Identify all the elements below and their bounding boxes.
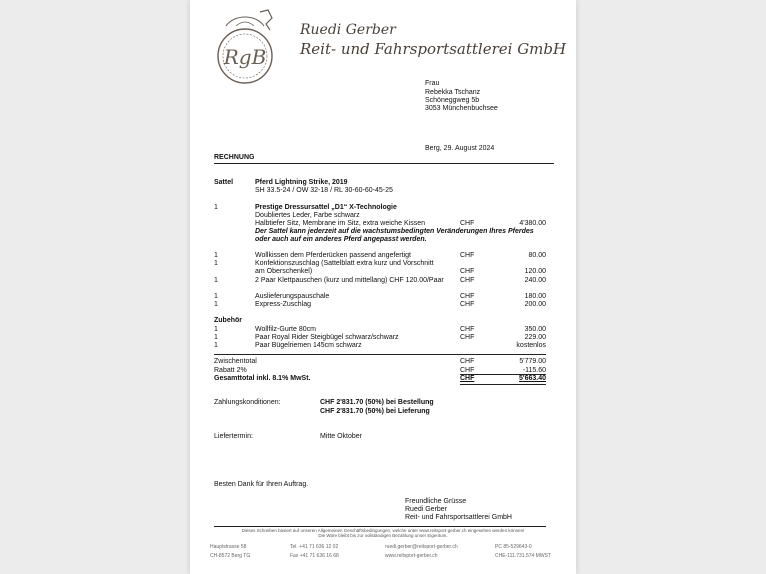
subtotal-label: Zwischentotal — [214, 358, 257, 365]
item-amount: 4'380.00 — [519, 220, 546, 227]
company-name: Ruedi Gerber — [300, 22, 396, 38]
document-title: RECHNUNG — [214, 154, 255, 161]
divider — [214, 354, 546, 355]
thanks-text: Besten Dank für Ihren Auftrag. — [214, 481, 309, 488]
greeting-line: Reit- und Fahrsportsattlerei GmbH — [405, 514, 512, 521]
item-qty: 1 — [214, 293, 218, 300]
item-qty: 1 — [214, 277, 218, 284]
divider — [460, 384, 546, 385]
item-qty: 1 — [214, 260, 218, 267]
saddle-measures: SH 33.5-24 / OW 32-18 / RL 30-60-60-45-25 — [255, 187, 393, 194]
item-currency: CHF — [460, 252, 475, 259]
footer-fax: Fax +41 71 636 16 68 — [290, 553, 339, 559]
item-qty: 1 — [214, 301, 218, 308]
company-subtitle: Reit- und Fahrsportsattlerei GmbH — [300, 40, 567, 58]
divider — [214, 526, 546, 527]
payment-label: Zahlungskonditionen: — [214, 399, 281, 406]
item-amount: 240.00 — [524, 277, 546, 284]
subtotal-currency: CHF — [460, 358, 475, 365]
recipient-line: 3053 Münchenbuchsee — [425, 105, 498, 112]
recipient-line: Frau — [425, 80, 440, 87]
total-currency: CHF — [460, 375, 475, 382]
item-amount: 229.00 — [524, 334, 546, 341]
item-amount: kostenlos — [516, 342, 546, 349]
item-currency: CHF — [460, 268, 475, 275]
total-label: Gesamttotal inkl. 8.1% MwSt. — [214, 375, 311, 382]
invoice-page — [190, 0, 576, 574]
invoice-date: Berg, 29. August 2024 — [425, 145, 495, 152]
item-amount: 350.00 — [524, 326, 546, 333]
item-text: am Oberschenkel) — [255, 268, 313, 275]
item-qty: 1 — [214, 326, 218, 333]
footer-website[interactable]: www.reitsport-gerber.ch — [385, 553, 438, 559]
footer-vat: CHE-111.731.574 MWST — [495, 553, 551, 559]
item-currency: CHF — [460, 301, 475, 308]
item-note: oder auch auf ein anderes Pferd angepasst werden. — [255, 236, 427, 243]
item-text: Auslieferungspauschale — [255, 293, 330, 300]
greeting-line: Ruedi Gerber — [405, 506, 448, 513]
payment-line: CHF 2'831.70 (50%) bei Bestellung — [320, 399, 434, 406]
item-desc: Doubliertes Leder, Farbe schwarz — [255, 212, 360, 219]
item-text: Konfektionszuschlag (Sattelblatt extra kurz und Vorschnitt — [255, 260, 434, 267]
rabatt-amount: -115.60 — [522, 367, 546, 374]
item-qty: 1 — [214, 342, 218, 349]
item-amount: 80.00 — [528, 252, 546, 259]
payment-line: CHF 2'831.70 (50%) bei Lieferung — [320, 408, 430, 415]
horse-title: Pferd Lightning Strike, 2019 — [255, 179, 348, 186]
item-text: Wollkissen dem Pferderücken passend angefertigt — [255, 252, 411, 259]
rabatt-label: Rabatt 2% — [214, 367, 247, 374]
item-amount: 180.00 — [524, 293, 546, 300]
footer-address: Hauptstrasse 58 — [210, 544, 247, 550]
recipient-line: Schöneggweg 5b — [425, 97, 480, 104]
footer-address: CH-8572 Berg TG — [210, 553, 251, 559]
divider — [214, 163, 554, 164]
recipient-line: Rebekka Tschanz — [425, 89, 481, 96]
item-desc: Halbtiefer Sitz, Membrane im Sitz, extra weiche Kissen — [255, 220, 426, 227]
delivery-date-label: Liefertermin: — [214, 433, 253, 440]
svg-text:RgB: RgB — [223, 45, 267, 69]
item-amount: 120.00 — [524, 268, 546, 275]
item-text: Express-Zuschlag — [255, 301, 312, 308]
footer-phone: Tel. +41 71 636 12 02 — [290, 544, 339, 550]
item-currency: CHF — [460, 293, 475, 300]
section-label-sattel: Sattel — [214, 179, 234, 186]
item-text: Wollfilz-Gurte 80cm — [255, 326, 316, 333]
item-text: Paar Royal Rider Steigbügel schwarz/schwarz — [255, 334, 399, 341]
terms-footnote: Die Ware bleibt bis zur vollständigen Bezahlung unser Eigentum. — [318, 533, 448, 538]
item-currency: CHF — [460, 326, 475, 333]
delivery-date-value: Mitte Oktober — [320, 433, 363, 440]
section-label-zubehoer: Zubehör — [214, 317, 242, 324]
item-qty: 1 — [214, 334, 218, 341]
subtotal-amount: 5'779.00 — [519, 358, 546, 365]
item-currency: CHF — [460, 277, 475, 284]
item-currency: CHF — [460, 220, 475, 227]
footer-pc: PC 85-529643-0 — [495, 544, 532, 550]
item-currency: CHF — [460, 334, 475, 341]
item-text: Paar Bügelriemen 145cm schwarz — [255, 342, 362, 349]
rabatt-currency: CHF — [460, 367, 475, 374]
company-logo-icon — [206, 8, 284, 88]
item-amount: 200.00 — [524, 301, 546, 308]
item-name: Prestige Dressursattel „D1“ X-Technologie — [255, 204, 397, 211]
greeting-line: Freundliche Grüsse — [405, 498, 467, 505]
terms-footnote: Dieses Schreiben basiert auf unseren Allgemeinen Geschäftsbedingungen, welche unter www.reitsport-gerber.ch eingesehen werden können! — [241, 528, 525, 533]
item-text: 2 Paar Klettpauschen (kurz und mittellang) CHF 120.00/Paar — [255, 277, 444, 284]
total-amount: 5'663.40 — [519, 375, 546, 382]
item-qty: 1 — [214, 252, 218, 259]
item-note: Der Sattel kann jederzeit auf die wachstumsbedingten Veränderungen Ihres Pferdes — [255, 228, 534, 235]
footer-email[interactable]: ruedi.gerber@reitsport-gerber.ch — [385, 544, 458, 550]
item-qty: 1 — [214, 204, 218, 211]
